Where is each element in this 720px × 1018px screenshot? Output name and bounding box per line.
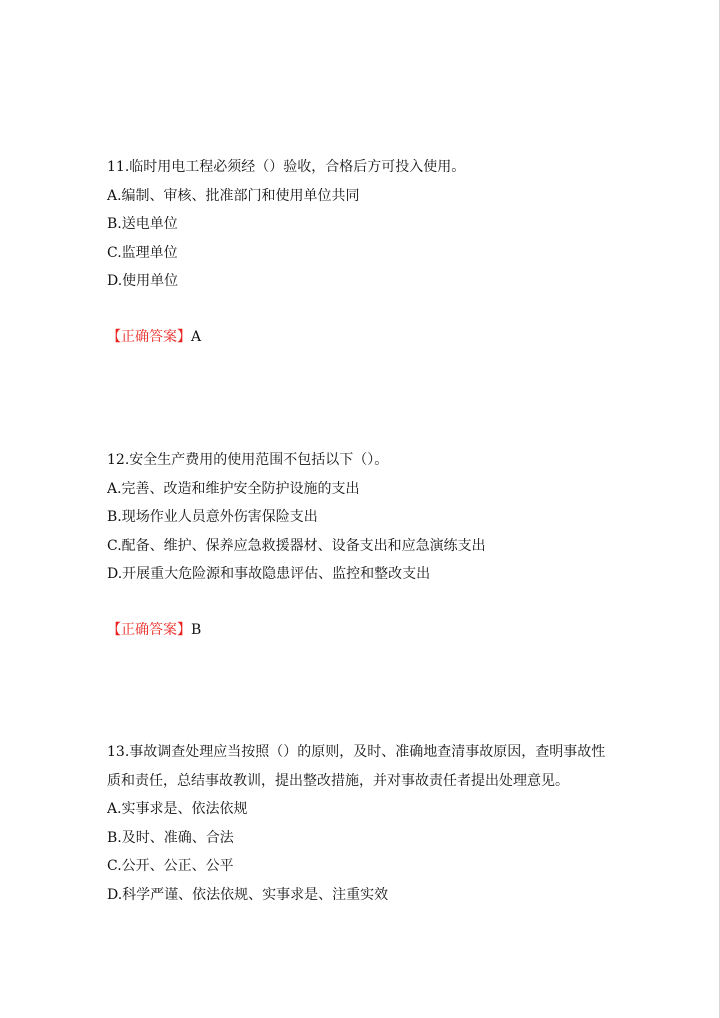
option-d: D.使用单位 — [107, 273, 179, 289]
answer-11 — [107, 327, 201, 347]
answer-letter: B — [191, 622, 202, 638]
option-c: C.监理单位 — [107, 244, 178, 261]
question-stem: 11.临时用电工程必须经（）验收，合格后方可投入使用。 — [107, 159, 466, 175]
answer-letter: A — [191, 329, 202, 345]
question-stem: 13.事故调查处理应当按照（）的原则，及时、准确地查清事故原因，查明事故性质和责任，总结事故教训，提出整改措施，并对事故责任者提出处理意见。 — [107, 744, 606, 789]
answer-12 — [107, 620, 201, 640]
option-b: B.送电单位 — [107, 216, 178, 232]
question-11 — [107, 153, 607, 296]
question-13 — [107, 738, 607, 909]
option-c: C.公开、公正、公平 — [107, 858, 234, 874]
option-a: A.编制、审核、批准部门和使用单位共同 — [107, 187, 360, 204]
answer-label: 【正确答案】 — [107, 329, 191, 345]
option-d: D.科学严谨、依法依规、实事求是、注重实效 — [107, 886, 389, 903]
question-stem: 12.安全生产费用的使用范围不包括以下（）。 — [107, 452, 389, 468]
option-d: D.开展重大危险源和事故隐患评估、监控和整改支出 — [107, 566, 431, 582]
option-b: B.及时、准确、合法 — [107, 829, 234, 846]
option-a: A.实事求是、依法依规 — [107, 801, 248, 817]
answer-label: 【正确答案】 — [107, 622, 191, 638]
option-c: C.配备、维护、保养应急救援器材、设备支出和应急演练支出 — [107, 537, 486, 554]
option-b: B.现场作业人员意外伤害保险支出 — [107, 509, 318, 525]
question-12 — [107, 446, 607, 589]
option-a: A.完善、改造和维护安全防护设施的支出 — [107, 480, 360, 497]
